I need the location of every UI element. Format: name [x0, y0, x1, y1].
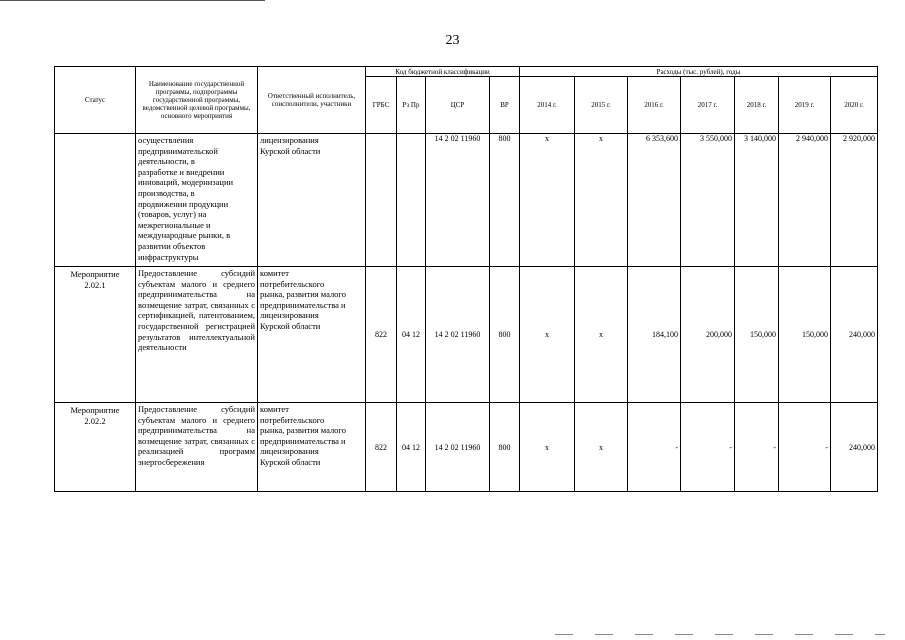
- row-value-2014: x: [520, 403, 575, 492]
- table-row: [55, 403, 878, 492]
- row-grbs: 822: [366, 403, 397, 492]
- row-status: Мероприятие 2.02.1: [55, 267, 136, 403]
- row-grbs: 822: [366, 267, 397, 403]
- row-vr: 800: [490, 403, 520, 492]
- header-expenses: Расходы (тыс. рублей), годы: [520, 67, 878, 77]
- budget-table: [54, 66, 878, 492]
- bottom-rule: [555, 634, 885, 635]
- row-name: осуществления предпринимательской деятельности, в разработке и внедрении инноваций, модернизации производства, в продвижении продукции (товаров, услуг) на межрегиональные и международные рынки, в развитии объектов инфраструктуры: [136, 134, 258, 267]
- header-csr: ЦСР: [426, 77, 490, 134]
- row-value-2015: x: [575, 134, 628, 267]
- row-name: Предоставление субсидий субъектам малого и среднего предпринимательства на возмещение затрат, связанных с реализацией программ энергосбережения: [136, 403, 258, 492]
- row-value-2015: x: [575, 267, 628, 403]
- row-rzpr: 04 12: [397, 403, 426, 492]
- header-grbs: ГРБС: [366, 77, 397, 134]
- row-csr: 14 2 02 11960: [426, 403, 490, 492]
- row-value-2016: 184,100: [628, 267, 681, 403]
- row-status: [55, 134, 136, 267]
- row-value-2018: 150,000: [735, 267, 779, 403]
- header-year-2016: 2016 г.: [628, 77, 681, 134]
- header-year-2014: 2014 г.: [520, 77, 575, 134]
- row-value-2014: x: [520, 134, 575, 267]
- row-value-2017: 3 550,000: [681, 134, 735, 267]
- row-csr: 14 2 02 11960: [426, 134, 490, 267]
- row-value-2017: 200,000: [681, 267, 735, 403]
- header-year-2018: 2018 г.: [735, 77, 779, 134]
- row-vr: 800: [490, 267, 520, 403]
- row-value-2017: -: [681, 403, 735, 492]
- row-value-2018: 3 140,000: [735, 134, 779, 267]
- row-value-2014: x: [520, 267, 575, 403]
- row-value-2019: -: [779, 403, 831, 492]
- row-value-2016: 6 353,600: [628, 134, 681, 267]
- row-responsible: лицензирования Курской области: [258, 134, 366, 267]
- header-year-2017: 2017 г.: [681, 77, 735, 134]
- header-rzpr: Рз Пр: [397, 77, 426, 134]
- header-year-2015: 2015 г.: [575, 77, 628, 134]
- header-status: Статус: [55, 67, 136, 134]
- table-row: [55, 267, 878, 403]
- row-value-2020: 240,000: [831, 267, 878, 403]
- header-year-2019: 2019 г.: [779, 77, 831, 134]
- row-csr: 14 2 02 11960: [426, 267, 490, 403]
- header-budget-code: Код бюджетной классификации: [366, 67, 520, 77]
- row-value-2015: x: [575, 403, 628, 492]
- row-rzpr: 04 12: [397, 267, 426, 403]
- row-vr: 800: [490, 134, 520, 267]
- row-value-2020: 2 920,000: [831, 134, 878, 267]
- row-value-2019: 150,000: [779, 267, 831, 403]
- header-vr: ВР: [490, 77, 520, 134]
- header-responsible: Ответственный исполнитель, соисполнители, участники: [258, 67, 366, 134]
- row-value-2019: 2 940,000: [779, 134, 831, 267]
- row-grbs: [366, 134, 397, 267]
- row-responsible: комитет потребительского рынка, развития малого предпринимательства и лицензирования Курской области: [258, 267, 366, 403]
- row-name: Предоставление субсидий субъектам малого и среднего предпринимательства на возмещение затрат, связанных с сертификацией, патентованием, государственной регистрацией результатов интеллектуальной деятельности: [136, 267, 258, 403]
- row-rzpr: [397, 134, 426, 267]
- row-responsible: комитет потребительского рынка, развития малого предпринимательства и лицензирования Курской области: [258, 403, 366, 492]
- row-value-2020: 240,000: [831, 403, 878, 492]
- table-row: [55, 134, 878, 267]
- row-value-2016: -: [628, 403, 681, 492]
- header-name: Наименование государственной программы, подпрограммы государственной программы, ведомственной целевой программы, основного мероприятия: [136, 67, 258, 134]
- page-number: 23: [445, 33, 460, 48]
- top-rule: [0, 0, 265, 1]
- row-value-2018: -: [735, 403, 779, 492]
- header-year-2020: 2020 г.: [831, 77, 878, 134]
- row-status: Мероприятие 2.02.2: [55, 403, 136, 492]
